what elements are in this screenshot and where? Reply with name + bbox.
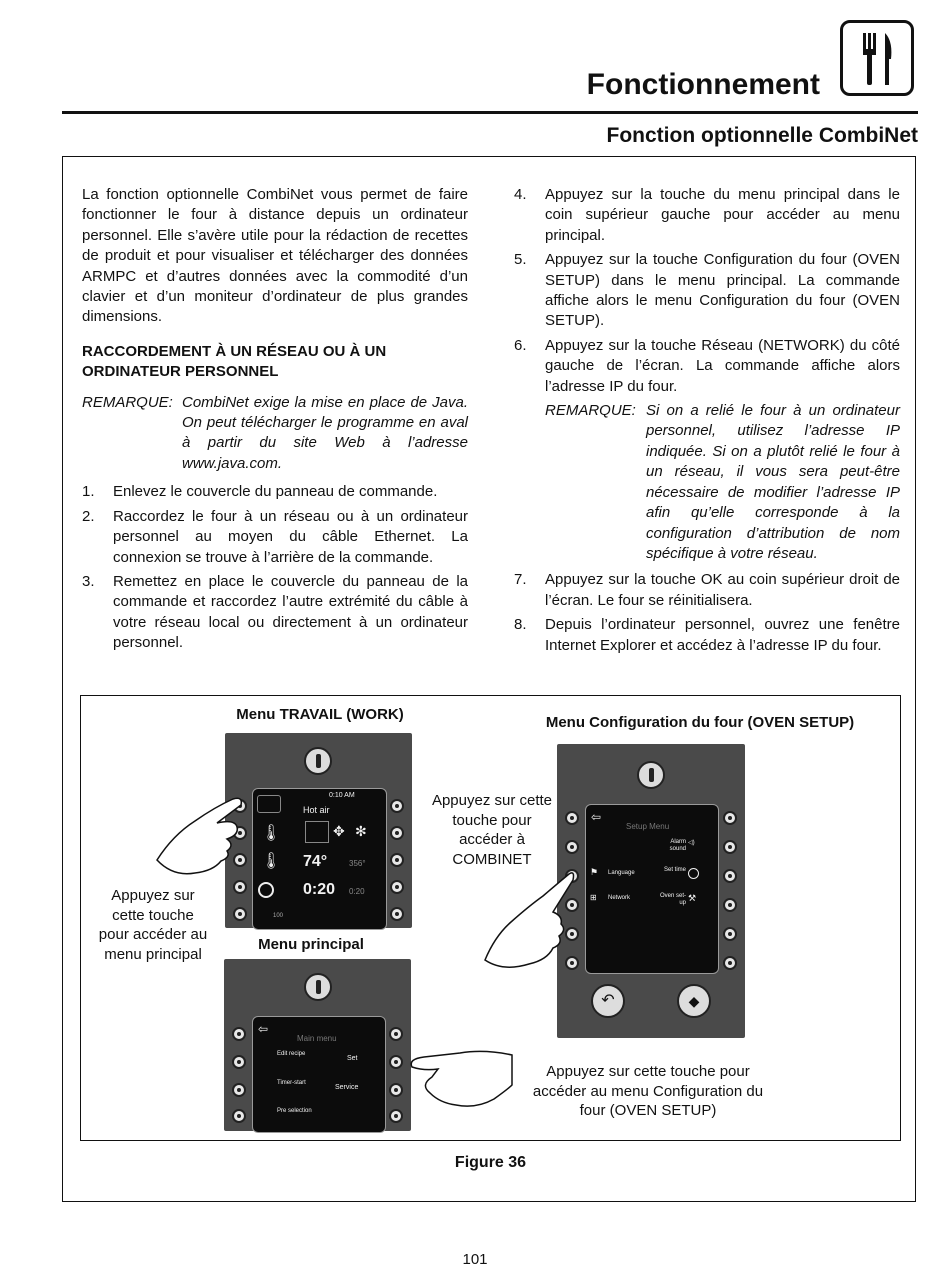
flag-icon: ⚑: [590, 867, 599, 877]
humidity-value: 100: [273, 913, 284, 919]
intro-paragraph: La fonction optionnelle CombiNet vous permet de faire fonctionner le four à distance depuis un ordinateur personnel. Elle s’avère utile pour la rédaction de recettes de produit et pour visualiser et télécharger des données ARMPC et d’autres données avec la commodité d’un clavier et d’un moniteur d’ordinateur de plus grandes dimensions.: [82, 186, 468, 326]
oven-setup-item[interactable]: Oven set-up: [659, 893, 686, 906]
set-timer: 0:20: [349, 887, 365, 896]
step-4: [514, 185, 900, 246]
note-text: CombiNet exige la mise en place de Java. On peut télécharger le programme en aval à partir du site Web à l’adresse www.java.com.: [182, 393, 468, 472]
combi-icon[interactable]: ✻: [355, 823, 367, 839]
main-menu-title: Main menu: [297, 1034, 337, 1043]
oven-setup-item[interactable]: Set: [347, 1055, 358, 1062]
step-3: [82, 572, 468, 654]
step-2: [82, 507, 468, 568]
back-arrow-icon[interactable]: ⇦: [258, 1022, 269, 1036]
note-label: REMARQUE:: [82, 393, 173, 411]
step-text: Appuyez sur la touche du menu principal dans le coin supérieur gauche pour accéder au menu principal.: [545, 186, 900, 244]
callout-oven-setup: Appuyez sur cette touche pour accéder au menu Configuration du four (OVEN SETUP): [532, 1063, 764, 1119]
step-text: Appuyez sur la touche Configuration du four (OVEN SETUP) dans le menu principal. La commande affiche alors le menu Configuration du four (OVEN SETUP).: [545, 251, 900, 330]
step-text: Appuyez sur la touche OK au coin supérieur droit de l’écran. Le four se réinitialisera.: [545, 571, 900, 609]
side-button[interactable]: [232, 1109, 246, 1123]
clock-icon: [688, 868, 699, 879]
service-item[interactable]: Service: [335, 1084, 359, 1091]
side-button[interactable]: [723, 898, 737, 912]
setup-menu-title: Setup Menu: [626, 822, 670, 831]
side-button[interactable]: [390, 880, 404, 894]
step-number: 8.: [514, 616, 527, 634]
side-button[interactable]: [390, 853, 404, 867]
current-timer: 0:20: [303, 881, 336, 898]
side-button[interactable]: [723, 840, 737, 854]
power-knob[interactable]: [304, 747, 332, 775]
main-screen: [252, 1016, 386, 1133]
current-temperature: 74°: [303, 853, 328, 870]
side-button[interactable]: [390, 907, 404, 921]
side-button[interactable]: [565, 840, 579, 854]
step-text: Enlevez le couvercle du panneau de commande.: [113, 483, 438, 501]
oven-setup-side-button[interactable]: [389, 1055, 403, 1069]
speaker-icon: ◁): [688, 840, 695, 846]
setup-screen: [585, 804, 719, 974]
side-button[interactable]: [390, 799, 404, 813]
right-column: [514, 185, 900, 660]
section-title: Fonctionnement: [586, 68, 820, 101]
step-number: 6.: [514, 336, 527, 354]
side-button[interactable]: [723, 869, 737, 883]
step-8: [514, 615, 900, 656]
main-menu-caption: Menu principal: [258, 936, 364, 953]
step-number: 5.: [514, 251, 527, 269]
network-icon: ⊞: [590, 893, 597, 902]
side-button[interactable]: [389, 1027, 403, 1041]
side-button[interactable]: [232, 1055, 246, 1069]
left-column: [82, 185, 468, 658]
pre-selection-item[interactable]: Pre selection: [277, 1108, 312, 1114]
step-1: [82, 482, 468, 502]
power-knob[interactable]: [637, 761, 665, 789]
figure-label: Figure 36: [454, 1154, 527, 1171]
edit-recipe-item[interactable]: Edit recipe: [277, 1051, 306, 1057]
back-arrow-icon[interactable]: ⇦: [591, 810, 602, 824]
note-label: REMARQUE:: [545, 402, 636, 420]
timer-icon: [258, 882, 274, 898]
step-number: 2.: [82, 507, 95, 525]
side-button[interactable]: [233, 880, 247, 894]
step-text: Remettez en place le couvercle du panneau de la commande et raccordez l’autre extrémité du câble à votre réseau local ou directement à un ordinateur personnel.: [113, 572, 468, 652]
side-button[interactable]: [233, 907, 247, 921]
back-knob[interactable]: ↶: [591, 984, 625, 1018]
network-heading: RACCORDEMENT À UN RÉSEAU OU À UN ORDINATEUR PERSONNEL: [82, 342, 387, 381]
cooking-mode: Hot air: [303, 805, 330, 815]
step-number: 1.: [82, 483, 95, 501]
side-button[interactable]: [232, 1083, 246, 1097]
work-menu-caption: Menu TRAVAIL (WORK): [236, 706, 404, 723]
side-button[interactable]: [389, 1083, 403, 1097]
side-button[interactable]: [390, 826, 404, 840]
header-rule: [62, 111, 918, 114]
pointing-hand-icon: [404, 1045, 514, 1115]
tools-icon: ⚒: [688, 893, 697, 903]
side-button[interactable]: [723, 956, 737, 970]
side-button[interactable]: [565, 811, 579, 825]
ip-note: [545, 401, 900, 564]
pointing-hand-icon: [481, 864, 577, 984]
alarm-sound-item[interactable]: Alarm sound: [669, 839, 686, 852]
step-number: 3.: [82, 572, 95, 590]
step-text: Appuyez sur la touche Réseau (NETWORK) du côté gauche de l’écran. La commande affiche alors l’adresse IP du four.: [545, 336, 900, 395]
step-number: 7.: [514, 571, 527, 589]
side-button[interactable]: [232, 1027, 246, 1041]
subsection-title: Fonction optionnelle CombiNet: [606, 124, 918, 147]
clock-time: 0:10 AM: [329, 792, 355, 799]
pointing-hand-icon: [155, 785, 275, 880]
set-time-item[interactable]: Set time: [663, 867, 686, 873]
thermometer-icon: 🌡︎: [261, 853, 282, 870]
set-temperature: 356°: [349, 859, 366, 868]
temperature-probe-icon: 🌡︎: [261, 825, 282, 842]
step-number: 4.: [514, 186, 527, 203]
step-6: [514, 336, 900, 397]
oven-setup-panel: [557, 744, 745, 1038]
page-number: 101: [462, 1251, 488, 1268]
step-7: [514, 570, 900, 611]
side-button[interactable]: [389, 1109, 403, 1123]
callout-main-menu: Appuyez sur cette touche pour accéder au menu principal: [98, 887, 208, 963]
setup-menu-caption: Menu Configuration du four (OVEN SETUP): [545, 714, 855, 731]
fork-knife-icon: [840, 20, 914, 96]
steam-icon[interactable]: ✥: [333, 823, 345, 839]
java-note: [82, 393, 468, 475]
power-knob[interactable]: [304, 973, 332, 1001]
callout-combinet: Appuyez sur cette touche pour accéder à COMBINET: [431, 792, 553, 868]
note-text: Si on a relié le four à un ordinateur personnel, utilisez l’adresse IP indiquée. Si on a plutôt relié le four à un réseau, il vous sera peut-être nécessaire de modifier l’adresse IP afin qu’elle corresponde à la configuration d’attribution de nom spécifique à votre réseau.: [646, 402, 900, 562]
step-5: [514, 250, 900, 332]
step-text: Raccordez le four à un réseau ou à un ordinateur personnel au moyen du câble Ethernet. La connexion se trouve à l’arrière de la commande.: [113, 507, 468, 566]
navigate-knob[interactable]: ◆: [677, 984, 711, 1018]
timer-start-item[interactable]: Timer-start: [277, 1080, 306, 1086]
language-item[interactable]: Language: [608, 870, 635, 876]
main-menu-panel: [224, 959, 411, 1131]
step-text: Depuis l’ordinateur personnel, ouvrez une fenêtre Internet Explorer et accédez à l’adresse IP du four.: [545, 616, 900, 654]
side-button[interactable]: [723, 927, 737, 941]
network-item[interactable]: Network: [608, 895, 631, 901]
hot-air-icon[interactable]: [305, 821, 329, 843]
work-menu-panel: [225, 733, 412, 928]
side-button[interactable]: [723, 811, 737, 825]
